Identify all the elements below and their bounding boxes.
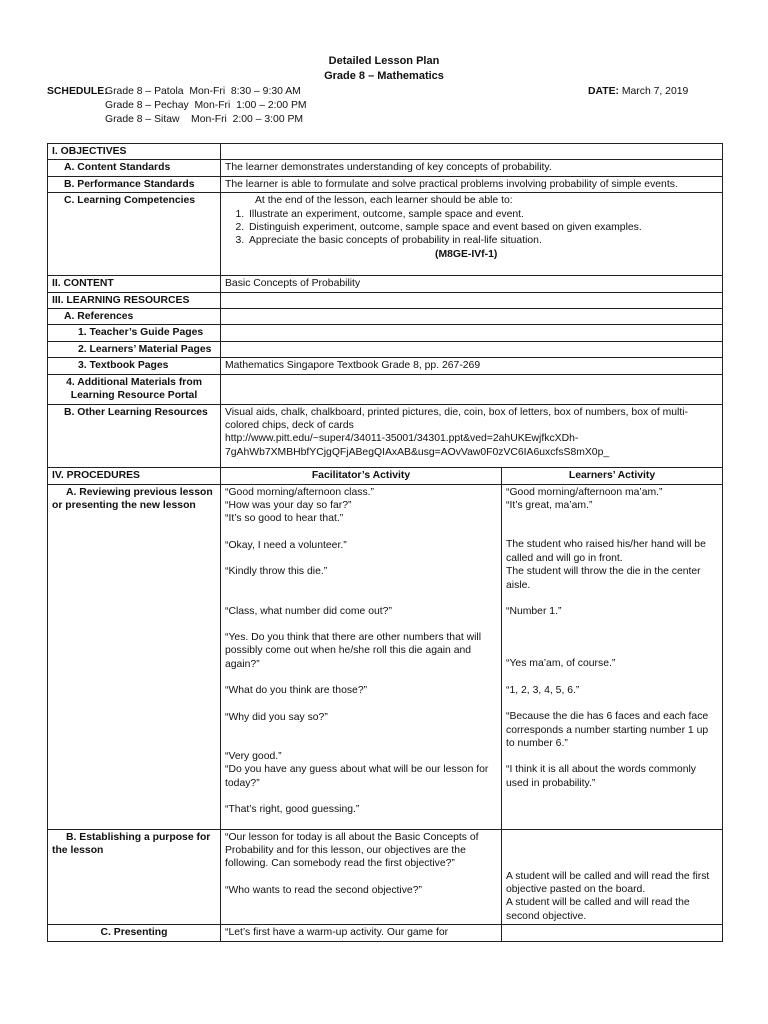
dialogue-line: “How was your day so far?”	[225, 499, 352, 511]
competency-item: 1. Illustrate an experiment, outcome, sample space and event.	[247, 208, 718, 221]
learning-competencies-label: C. Learning Competencies	[48, 193, 221, 276]
content-row	[48, 276, 723, 292]
performance-standards-label: B. Performance Standards	[48, 176, 221, 192]
procedure-c-row	[48, 925, 723, 941]
resources-heading-row	[48, 292, 723, 308]
resource-url-line-1[interactable]: http://www.pitt.edu/~super4/34011-35001/34301.ppt&ved=2ahUKEwjfkcXDh-	[225, 433, 579, 445]
procedure-b-row	[48, 829, 723, 925]
competencies-intro: At the end of the lesson, each learner should be able to:	[255, 195, 513, 207]
document-title: Detailed Lesson Plan	[328, 55, 440, 67]
dialogue-line: “Good morning/afternoon class.”	[225, 486, 375, 498]
response-line: A student will be called and will read the first objective pasted on the board.	[506, 870, 710, 896]
dialogue-line: “It’s so good to hear that.”	[225, 513, 344, 525]
date	[588, 86, 688, 97]
learners-activity-header: Learners’ Activity	[502, 468, 723, 484]
references-label: A. References	[48, 309, 221, 325]
other-resources-value	[221, 404, 723, 468]
procedures-heading: IV. PROCEDURES	[48, 468, 221, 484]
competency-item: 2. Distinguish experiment, outcome, sample space and event based on given examples.	[247, 221, 718, 234]
dialogue-line: “Kindly throw this die.”	[225, 566, 328, 578]
content-standards-label: A. Content Standards	[48, 160, 221, 176]
competencies-list	[225, 208, 718, 248]
other-resources-text: Visual aids, chalk, chalkboard, printed pictures, die, coin, box of letters, box of numbers, box of multi-colored chips, deck of cards	[225, 406, 689, 431]
procedure-a-facilitator	[221, 484, 502, 829]
teachers-guide-row	[48, 325, 723, 341]
textbook-row	[48, 358, 723, 374]
response-line: “Yes ma’am, of course.”	[506, 658, 616, 670]
procedure-a-learner	[502, 484, 723, 829]
procedure-c-label: C. Presenting	[48, 925, 221, 941]
resources-heading: III. LEARNING RESOURCES	[48, 292, 221, 308]
dialogue-line: “Our lesson for today is all about the Basic Concepts of Probability and for this lesson, our objectives are the following. Can somebody read the first objective?”	[225, 831, 479, 870]
competency-item: 3. Appreciate the basic concepts of probability in real-life situation.	[247, 234, 718, 247]
content-standards-row	[48, 160, 723, 176]
dialogue-line: “That’s right, good guessing.”	[225, 804, 360, 816]
dialogue-line: “Very good.”	[225, 751, 282, 762]
response-line: The student will throw the die in the center aisle.	[506, 566, 701, 591]
references-row	[48, 309, 723, 325]
procedure-b-learner	[502, 829, 723, 925]
other-resources-row	[48, 404, 723, 468]
dialogue-line: “Do you have any guess about what will be our lesson for today?”	[225, 764, 489, 789]
dialogue-line: “Why did you say so?”	[225, 711, 328, 723]
dialogue-line: “Okay, I need a volunteer.”	[225, 539, 347, 551]
response-line: “1, 2, 3, 4, 5, 6.”	[506, 684, 580, 696]
dialogue-line: “Class, what number did come out?”	[225, 605, 392, 617]
date-value: March 7, 2019	[621, 86, 689, 97]
document-subtitle: Grade 8 – Mathematics	[324, 70, 444, 82]
learners-material-label: 2. Learners’ Material Pages	[48, 341, 221, 357]
textbook-value: Mathematics Singapore Textbook Grade 8, pp. 267-269	[221, 358, 723, 374]
lesson-plan-table	[47, 143, 723, 942]
dialogue-line: “Who wants to read the second objective?”	[225, 884, 422, 896]
learning-competencies-row	[48, 193, 723, 276]
schedule-line-2: Grade 8 – Pechay Mon-Fri 1:00 – 2:00 PM	[105, 100, 307, 111]
performance-standards-row	[48, 176, 723, 192]
textbook-label: 3. Textbook Pages	[48, 358, 221, 374]
content-standards-value: The learner demonstrates understanding of key concepts of probability.	[221, 160, 723, 176]
procedure-a-label: A. Reviewing previous lesson or presenting the new lesson	[48, 484, 221, 829]
response-line: “It’s great, ma’am.”	[506, 499, 593, 511]
content-value: Basic Concepts of Probability	[221, 276, 723, 292]
procedure-a-row	[48, 484, 723, 829]
teachers-guide-label: 1. Teacher’s Guide Pages	[48, 325, 221, 341]
content-heading: II. CONTENT	[48, 276, 221, 292]
learning-competencies-value	[221, 193, 723, 276]
response-line: The student who raised his/her hand will be called and will go in front.	[506, 539, 706, 564]
date-label: DATE:	[588, 86, 619, 97]
response-line: “I think it is all about the words commonly used in probability.”	[506, 764, 696, 789]
additional-materials-label: 4. Additional Materials from Learning Resource Portal	[48, 374, 221, 404]
dialogue-line: “Yes. Do you think that there are other numbers that will possibly come out when he/she roll this die again and again?”	[225, 631, 482, 670]
competency-code: (M8GE-IVf-1)	[435, 248, 498, 260]
procedure-b-facilitator	[221, 829, 502, 925]
objectives-heading: I. OBJECTIVES	[48, 144, 221, 160]
schedule-line-1: Grade 8 – Patola Mon-Fri 8:30 – 9:30 AM	[105, 86, 301, 97]
performance-standards-value: The learner is able to formulate and solve practical problems involving probability of simple events.	[221, 176, 723, 192]
additional-materials-row	[48, 374, 723, 404]
response-line: “Good morning/afternoon ma’am.”	[506, 486, 663, 498]
response-line: “Because the die has 6 faces and each face corresponds a number starting number 1 up to number 6.”	[506, 711, 709, 749]
procedures-heading-row	[48, 468, 723, 484]
procedure-b-label: B. Establishing a purpose for the lesson	[48, 829, 221, 925]
learners-material-row	[48, 341, 723, 357]
facilitator-activity-header: Facilitator’s Activity	[221, 468, 502, 484]
schedule-label: SCHEDULE:	[47, 86, 108, 97]
response-line: “Number 1.”	[506, 605, 562, 617]
dialogue-line: “What do you think are those?”	[225, 685, 368, 697]
schedule-line-3: Grade 8 – Sitaw Mon-Fri 2:00 – 3:00 PM	[105, 114, 304, 125]
procedure-c-facilitator: “Let’s first have a warm-up activity. Our game for	[221, 925, 502, 941]
objectives-heading-row	[48, 144, 723, 160]
other-resources-label: B. Other Learning Resources	[48, 404, 221, 468]
resource-url-line-2[interactable]: 7gAhWb7XMBHbfYCjgQFjABegQIAxAB&usg=AOvVaw0F0zVC6IA6uxcfsS8mX0p_	[225, 446, 610, 458]
response-line: A student will be called and will read the second objective.	[506, 897, 690, 922]
